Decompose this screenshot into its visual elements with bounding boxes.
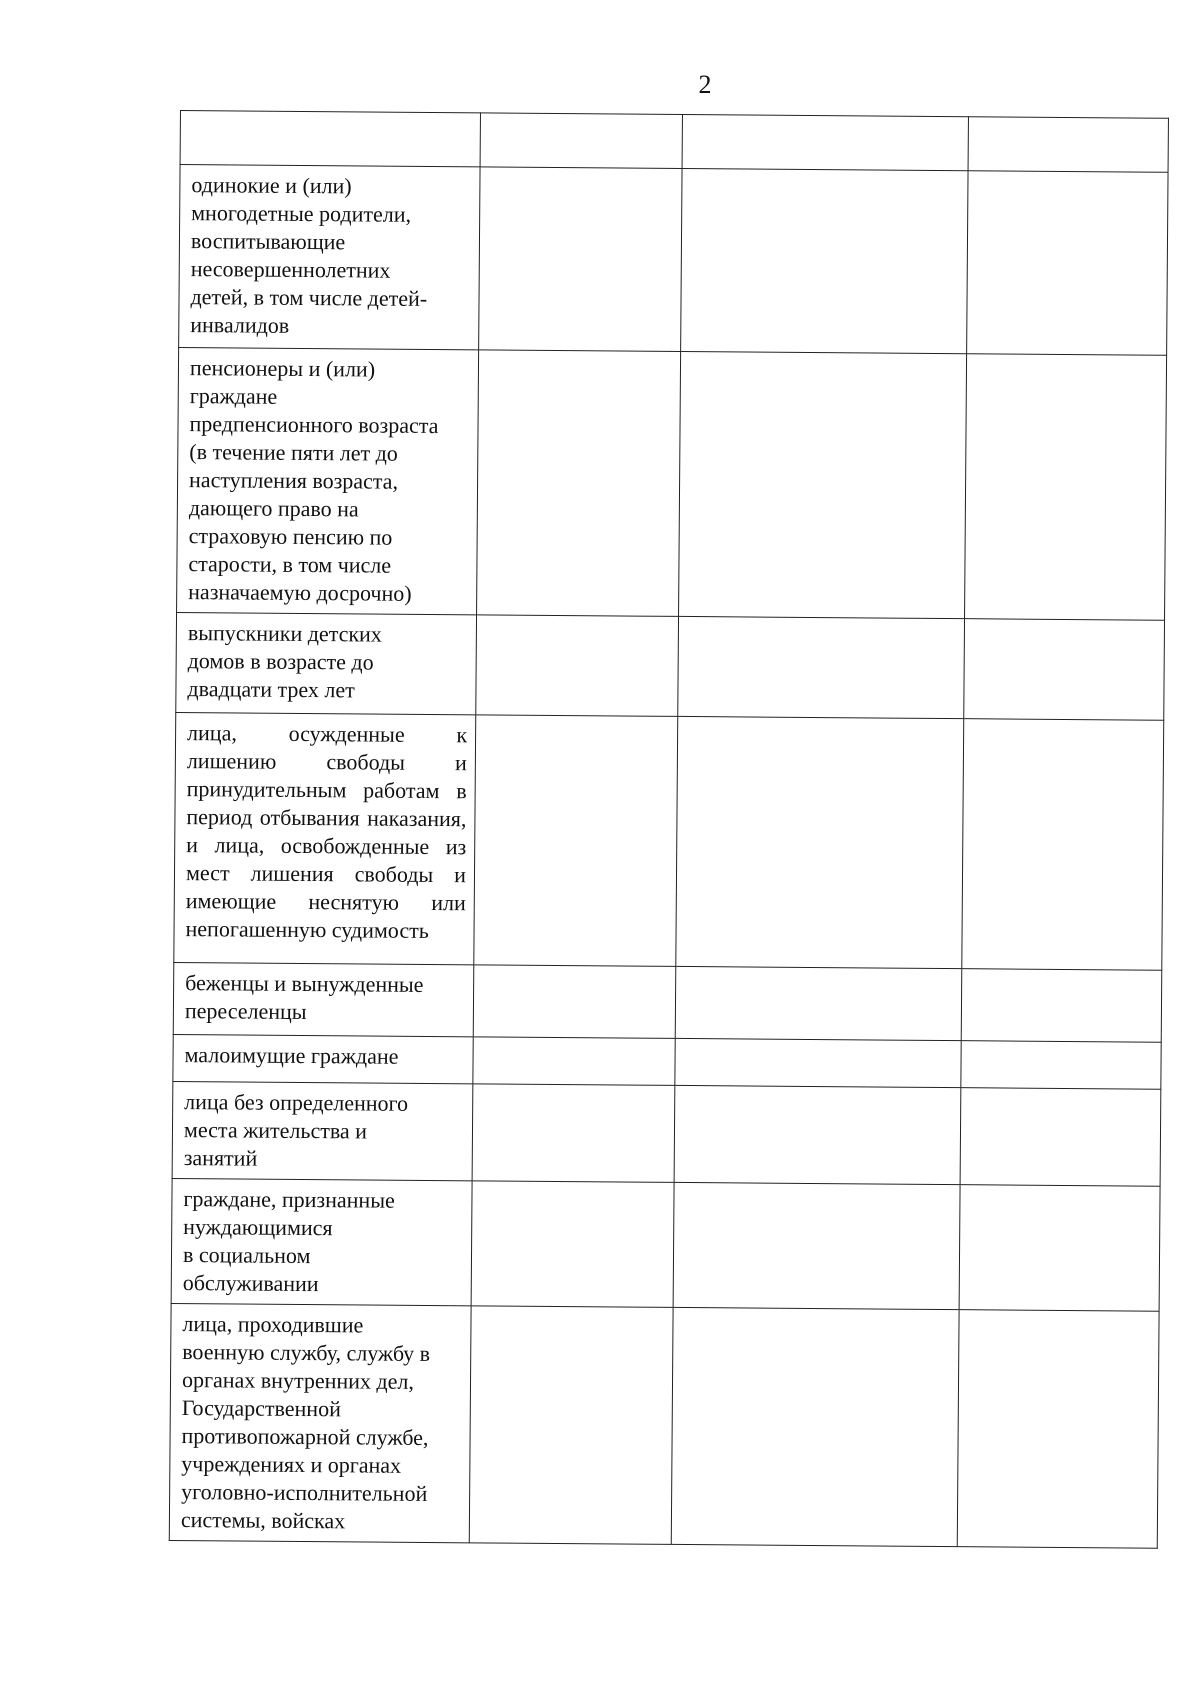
table-cell-empty — [957, 1310, 1159, 1549]
table-cell-empty — [960, 1088, 1161, 1187]
table-row — [174, 712, 1164, 970]
table-cell-empty — [959, 1185, 1160, 1312]
table-cell-empty — [471, 1181, 674, 1308]
table-cell — [177, 347, 479, 614]
table-row — [172, 1081, 1161, 1186]
row-label: беженцы и вынужденные переселенцы — [184, 970, 424, 1025]
table-cell-empty — [479, 167, 682, 352]
table-cell-empty — [472, 1084, 675, 1183]
table-cell-empty — [679, 351, 967, 618]
table-cell — [173, 1034, 473, 1083]
table-container — [169, 110, 1168, 1549]
table-cell-empty — [676, 716, 964, 968]
table-row — [173, 1034, 1161, 1089]
row-label: лица без определенного места жительства и занятий — [183, 1089, 409, 1171]
table-cell — [174, 712, 476, 964]
table-cell-empty — [678, 616, 965, 718]
table-cell — [176, 612, 477, 714]
table-cell-empty — [961, 1041, 1161, 1090]
table-row — [169, 1303, 1159, 1548]
row-label: малоимущие граждане — [184, 1042, 399, 1069]
table-cell-empty — [965, 354, 1167, 621]
table-cell-empty — [476, 615, 679, 717]
table-cell-empty — [681, 168, 968, 353]
table-cell-empty — [469, 1306, 673, 1545]
table-cell-empty — [474, 715, 678, 967]
row-label: лица, проходившие военную службу, службу в органах внутренних дел, Государственной противопожарной службе, учреждениях и органах уголовно-исполнительной системы, войсках — [180, 1311, 431, 1534]
table-row — [177, 347, 1167, 620]
table-row — [171, 1178, 1160, 1311]
table-cell-empty — [961, 969, 1162, 1043]
table-cell — [169, 1303, 471, 1542]
categories-table — [169, 110, 1169, 1549]
table-cell — [171, 1178, 472, 1305]
table-cell-empty — [477, 350, 681, 617]
table-cell-empty — [675, 1038, 961, 1087]
table-row — [173, 962, 1162, 1042]
table-cell-empty — [962, 719, 1164, 971]
table-cell — [173, 962, 474, 1036]
row-label: одинокие и (или) многодетные родители, воспитывающие несовершеннолетних детей, в том числе детей- инвалидов — [190, 172, 428, 338]
page-number: 2 — [698, 70, 712, 99]
row-label: граждане, признанные нуждающимися в социальном обслуживании — [182, 1186, 395, 1297]
table-cell-empty — [964, 619, 1165, 721]
table-cell-empty — [968, 117, 1168, 173]
table-cell-empty — [480, 113, 682, 169]
table-cell-empty — [671, 1307, 959, 1546]
table-row — [176, 612, 1165, 720]
row-label: пенсионеры и (или) граждане предпенсионного возраста (в течение пяти лет до наступления возраста, дающего право на страховую пенсию по старости, в том числе назначаемую досрочно) — [188, 355, 439, 606]
table-cell-empty — [473, 965, 676, 1039]
table-cell — [172, 1081, 473, 1180]
table-cell-empty — [967, 171, 1168, 356]
row-label: лица, осужденные к лишению свободы и принудительным работам в период отбывания наказания, и лица, освобожденные из мест лишения свободы и имеющие неснятую или непогашенную судимость — [185, 720, 468, 943]
table-cell — [179, 165, 480, 350]
table-cell — [180, 111, 480, 167]
table-row — [179, 165, 1168, 356]
table-cell-empty — [674, 1085, 961, 1184]
table-cell-empty — [473, 1037, 675, 1086]
table-cell-empty — [682, 114, 968, 170]
table-cell-empty — [673, 1182, 960, 1309]
table-cell-empty — [675, 966, 962, 1040]
table-row-header — [180, 111, 1168, 173]
row-label: выпускники детских домов в возрасте до двадцати трех лет — [187, 620, 382, 703]
